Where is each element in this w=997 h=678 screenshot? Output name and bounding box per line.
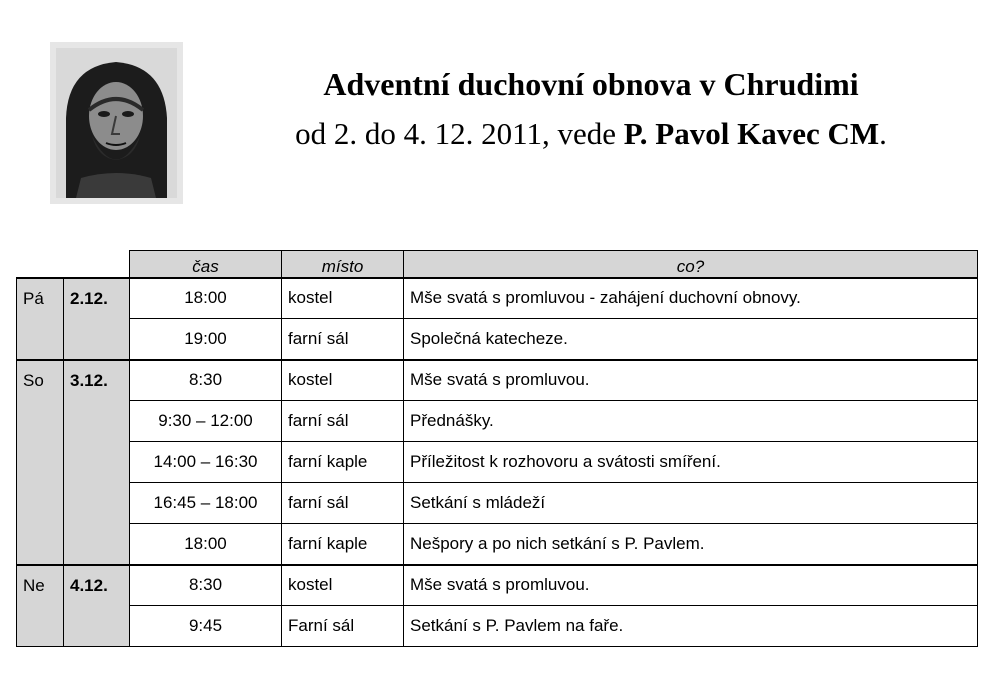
subtitle-dates: od 2. do 4. 12. 2011, vede xyxy=(295,116,624,151)
schedule-table xyxy=(16,250,978,647)
date-cell: 4.12. xyxy=(64,565,130,647)
day-cell: So xyxy=(17,360,64,565)
place-cell: kostel xyxy=(282,565,404,606)
portrait-image xyxy=(50,42,183,204)
date-cell: 2.12. xyxy=(64,278,130,360)
day-cell: Pá xyxy=(17,278,64,360)
activity-cell: Nešpory a po nich setkání s P. Pavlem. xyxy=(404,524,978,565)
page-title: Adventní duchovní obnova v Chrudimi xyxy=(323,66,859,102)
place-cell: farní kaple xyxy=(282,524,404,565)
table-header-row xyxy=(17,251,978,278)
activity-cell: Přednášky. xyxy=(404,401,978,442)
activity-cell: Mše svatá s promluvou. xyxy=(404,565,978,606)
column-header-place: místo xyxy=(282,251,404,278)
table-row xyxy=(17,442,978,483)
place-cell: farní sál xyxy=(282,401,404,442)
table-row xyxy=(17,278,978,319)
day-cell: Ne xyxy=(17,565,64,647)
activity-cell: Mše svatá s promluvou. xyxy=(404,360,978,401)
column-header-time: čas xyxy=(130,251,282,278)
table-row xyxy=(17,606,978,647)
activity-cell: Společná katecheze. xyxy=(404,319,978,360)
table-row xyxy=(17,483,978,524)
place-cell: kostel xyxy=(282,278,404,319)
activity-cell: Setkání s mládeží xyxy=(404,483,978,524)
time-cell: 8:30 xyxy=(130,565,282,606)
time-cell: 9:45 xyxy=(130,606,282,647)
place-cell: farní sál xyxy=(282,319,404,360)
time-cell: 9:30 – 12:00 xyxy=(130,401,282,442)
page-subtitle xyxy=(185,116,997,152)
time-cell: 18:00 xyxy=(130,278,282,319)
time-cell: 14:00 – 16:30 xyxy=(130,442,282,483)
time-cell: 18:00 xyxy=(130,524,282,565)
table-row xyxy=(17,401,978,442)
activity-cell: Mše svatá s promluvou - zahájení duchovní obnovy. xyxy=(404,278,978,319)
time-cell: 16:45 – 18:00 xyxy=(130,483,282,524)
subtitle-period: . xyxy=(879,116,887,151)
column-header-what: co? xyxy=(404,251,978,278)
activity-cell: Příležitost k rozhovoru a svátosti smíření. xyxy=(404,442,978,483)
place-cell: kostel xyxy=(282,360,404,401)
portrait-drawing xyxy=(56,48,177,198)
table-row xyxy=(17,524,978,565)
place-cell: farní kaple xyxy=(282,442,404,483)
activity-cell: Setkání s P. Pavlem na faře. xyxy=(404,606,978,647)
place-cell: Farní sál xyxy=(282,606,404,647)
table-row xyxy=(17,565,978,606)
header-blank-cell xyxy=(17,251,130,278)
place-cell: farní sál xyxy=(282,483,404,524)
table-row xyxy=(17,360,978,401)
table-row xyxy=(17,319,978,360)
date-cell: 3.12. xyxy=(64,360,130,565)
time-cell: 8:30 xyxy=(130,360,282,401)
time-cell: 19:00 xyxy=(130,319,282,360)
subtitle-leader: P. Pavol Kavec CM xyxy=(623,116,880,151)
